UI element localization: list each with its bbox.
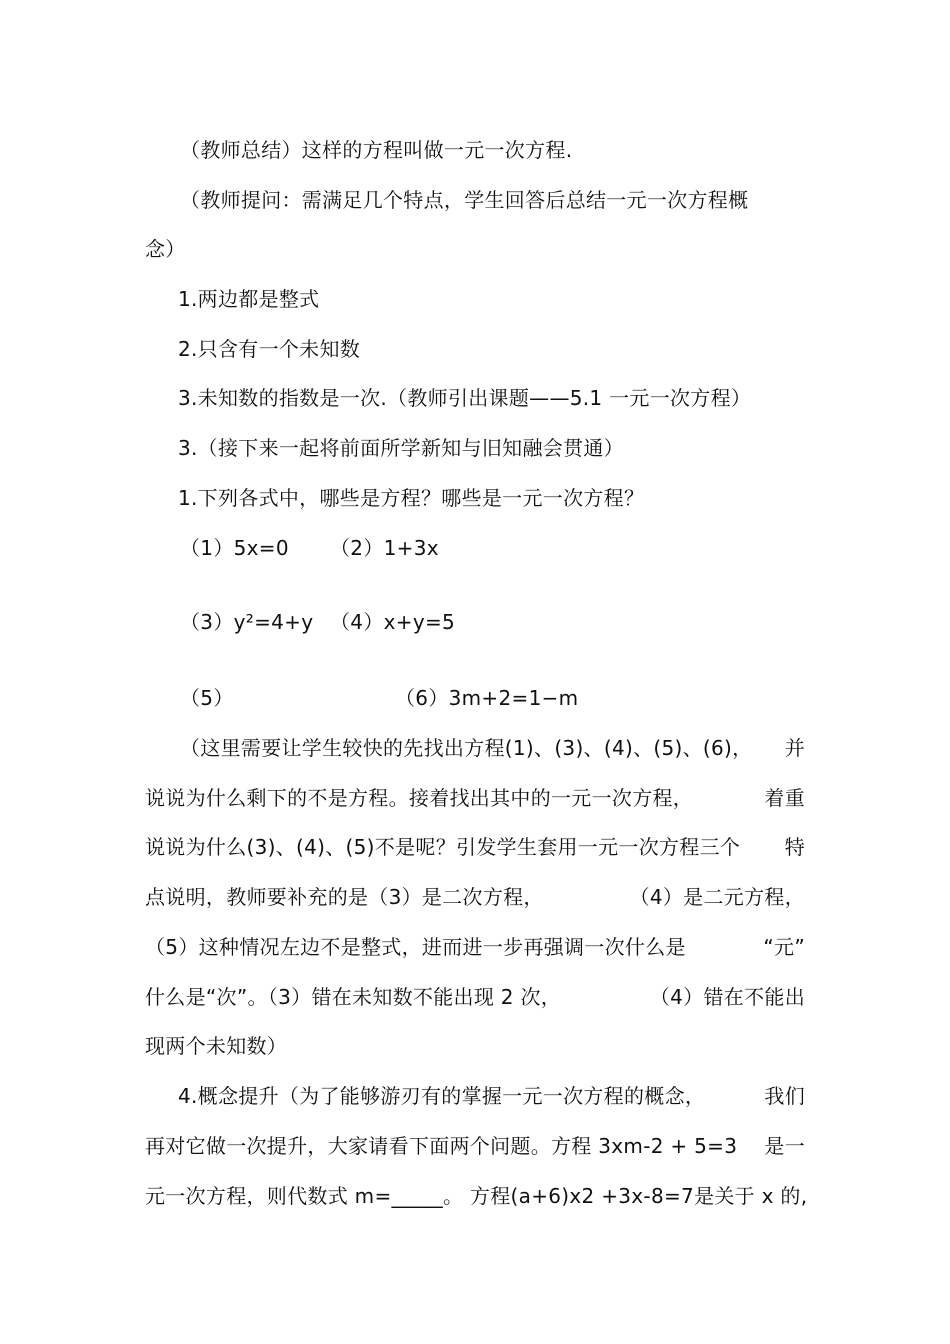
feature-item-3: 3.未知数的指数是一次.（教师引出课题——5.1 一元一次方程） xyxy=(178,386,752,410)
explanation-line-2-end: 着重 xyxy=(764,786,805,810)
explanation-line-7: 现两个未知数） xyxy=(145,1034,288,1058)
explanation-line-2 xyxy=(145,785,805,811)
concept-line-3 xyxy=(145,1183,808,1209)
question-1: 1.下列各式中，哪些是方程？哪些是一元一次方程？ xyxy=(178,486,645,510)
expression-5: （5） xyxy=(180,686,234,710)
paragraph-teacher-summary: （教师总结）这样的方程叫做一元一次方程. xyxy=(180,138,573,162)
concept-line-2 xyxy=(145,1133,805,1159)
paragraph-teacher-question-line-2: 念） xyxy=(145,237,186,261)
concept-line-2-text: 再对它做一次提升，大家请看下面两个问题。方程 3xm-2 + 5=3 xyxy=(145,1134,738,1158)
concept-line-3-end: 是关于 x 的, xyxy=(694,1184,808,1208)
step-3-heading: 3.（接下来一起将前面所学新知与旧知融会贯通） xyxy=(178,436,624,460)
concept-line-1 xyxy=(178,1083,805,1109)
explanation-line-1 xyxy=(180,735,805,761)
explanation-line-3-text: 说说为什么(3)、(4)、(5)不是呢？引发学生套用一元一次方程三个 xyxy=(145,835,741,859)
explanation-line-4-end: （4）是二元方程， xyxy=(629,885,805,909)
concept-line-2-end: 是一 xyxy=(764,1134,805,1158)
expression-6: （6）3m+2=1−m xyxy=(395,686,579,710)
expression-3: （3）y²=4+y xyxy=(180,610,314,634)
explanation-line-5 xyxy=(145,934,805,960)
expression-1: （1）5x=0 xyxy=(180,536,289,560)
explanation-line-3-end: 特 xyxy=(784,835,805,859)
explanation-line-6-end: （4）错在不能出 xyxy=(649,985,805,1009)
concept-line-1-end: 我们 xyxy=(764,1084,805,1108)
concept-line-3-text: 元一次方程，则代数式 m=_____。 方程(a+6)x2 +3x-8=7 xyxy=(145,1184,695,1208)
explanation-line-1-text: （这里需要让学生较快的先找出方程(1)、(3)、(4)、(5)、(6)， xyxy=(180,736,753,760)
concept-line-1-text: 4.概念提升（为了能够游刃有的掌握一元一次方程的概念， xyxy=(178,1084,706,1108)
explanation-line-4 xyxy=(145,884,805,910)
expression-2: （2）1+3x xyxy=(330,536,439,560)
explanation-line-3 xyxy=(145,834,805,860)
explanation-line-1-end: 并 xyxy=(784,736,805,760)
explanation-line-2-text: 说说为什么剩下的不是方程。接着找出其中的一元一次方程， xyxy=(145,786,694,810)
explanation-line-5-end: “元” xyxy=(763,935,805,959)
explanation-line-4-text: 点说明，教师要补充的是（3）是二次方程， xyxy=(145,885,544,909)
feature-item-2: 2.只含有一个未知数 xyxy=(178,337,361,361)
expression-4: （4）x+y=5 xyxy=(330,610,456,634)
explanation-line-6 xyxy=(145,984,805,1010)
paragraph-teacher-question-line-1: （教师提问：需满足几个特点，学生回答后总结一元一次方程概 xyxy=(180,188,749,212)
explanation-line-5-text: （5）这种情况左边不是整式，进而进一步再强调一次什么是 xyxy=(145,935,686,959)
explanation-line-6-text: 什么是“次”。（3）错在未知数不能出现 2 次， xyxy=(145,985,562,1009)
feature-item-1: 1.两边都是整式 xyxy=(178,287,320,311)
